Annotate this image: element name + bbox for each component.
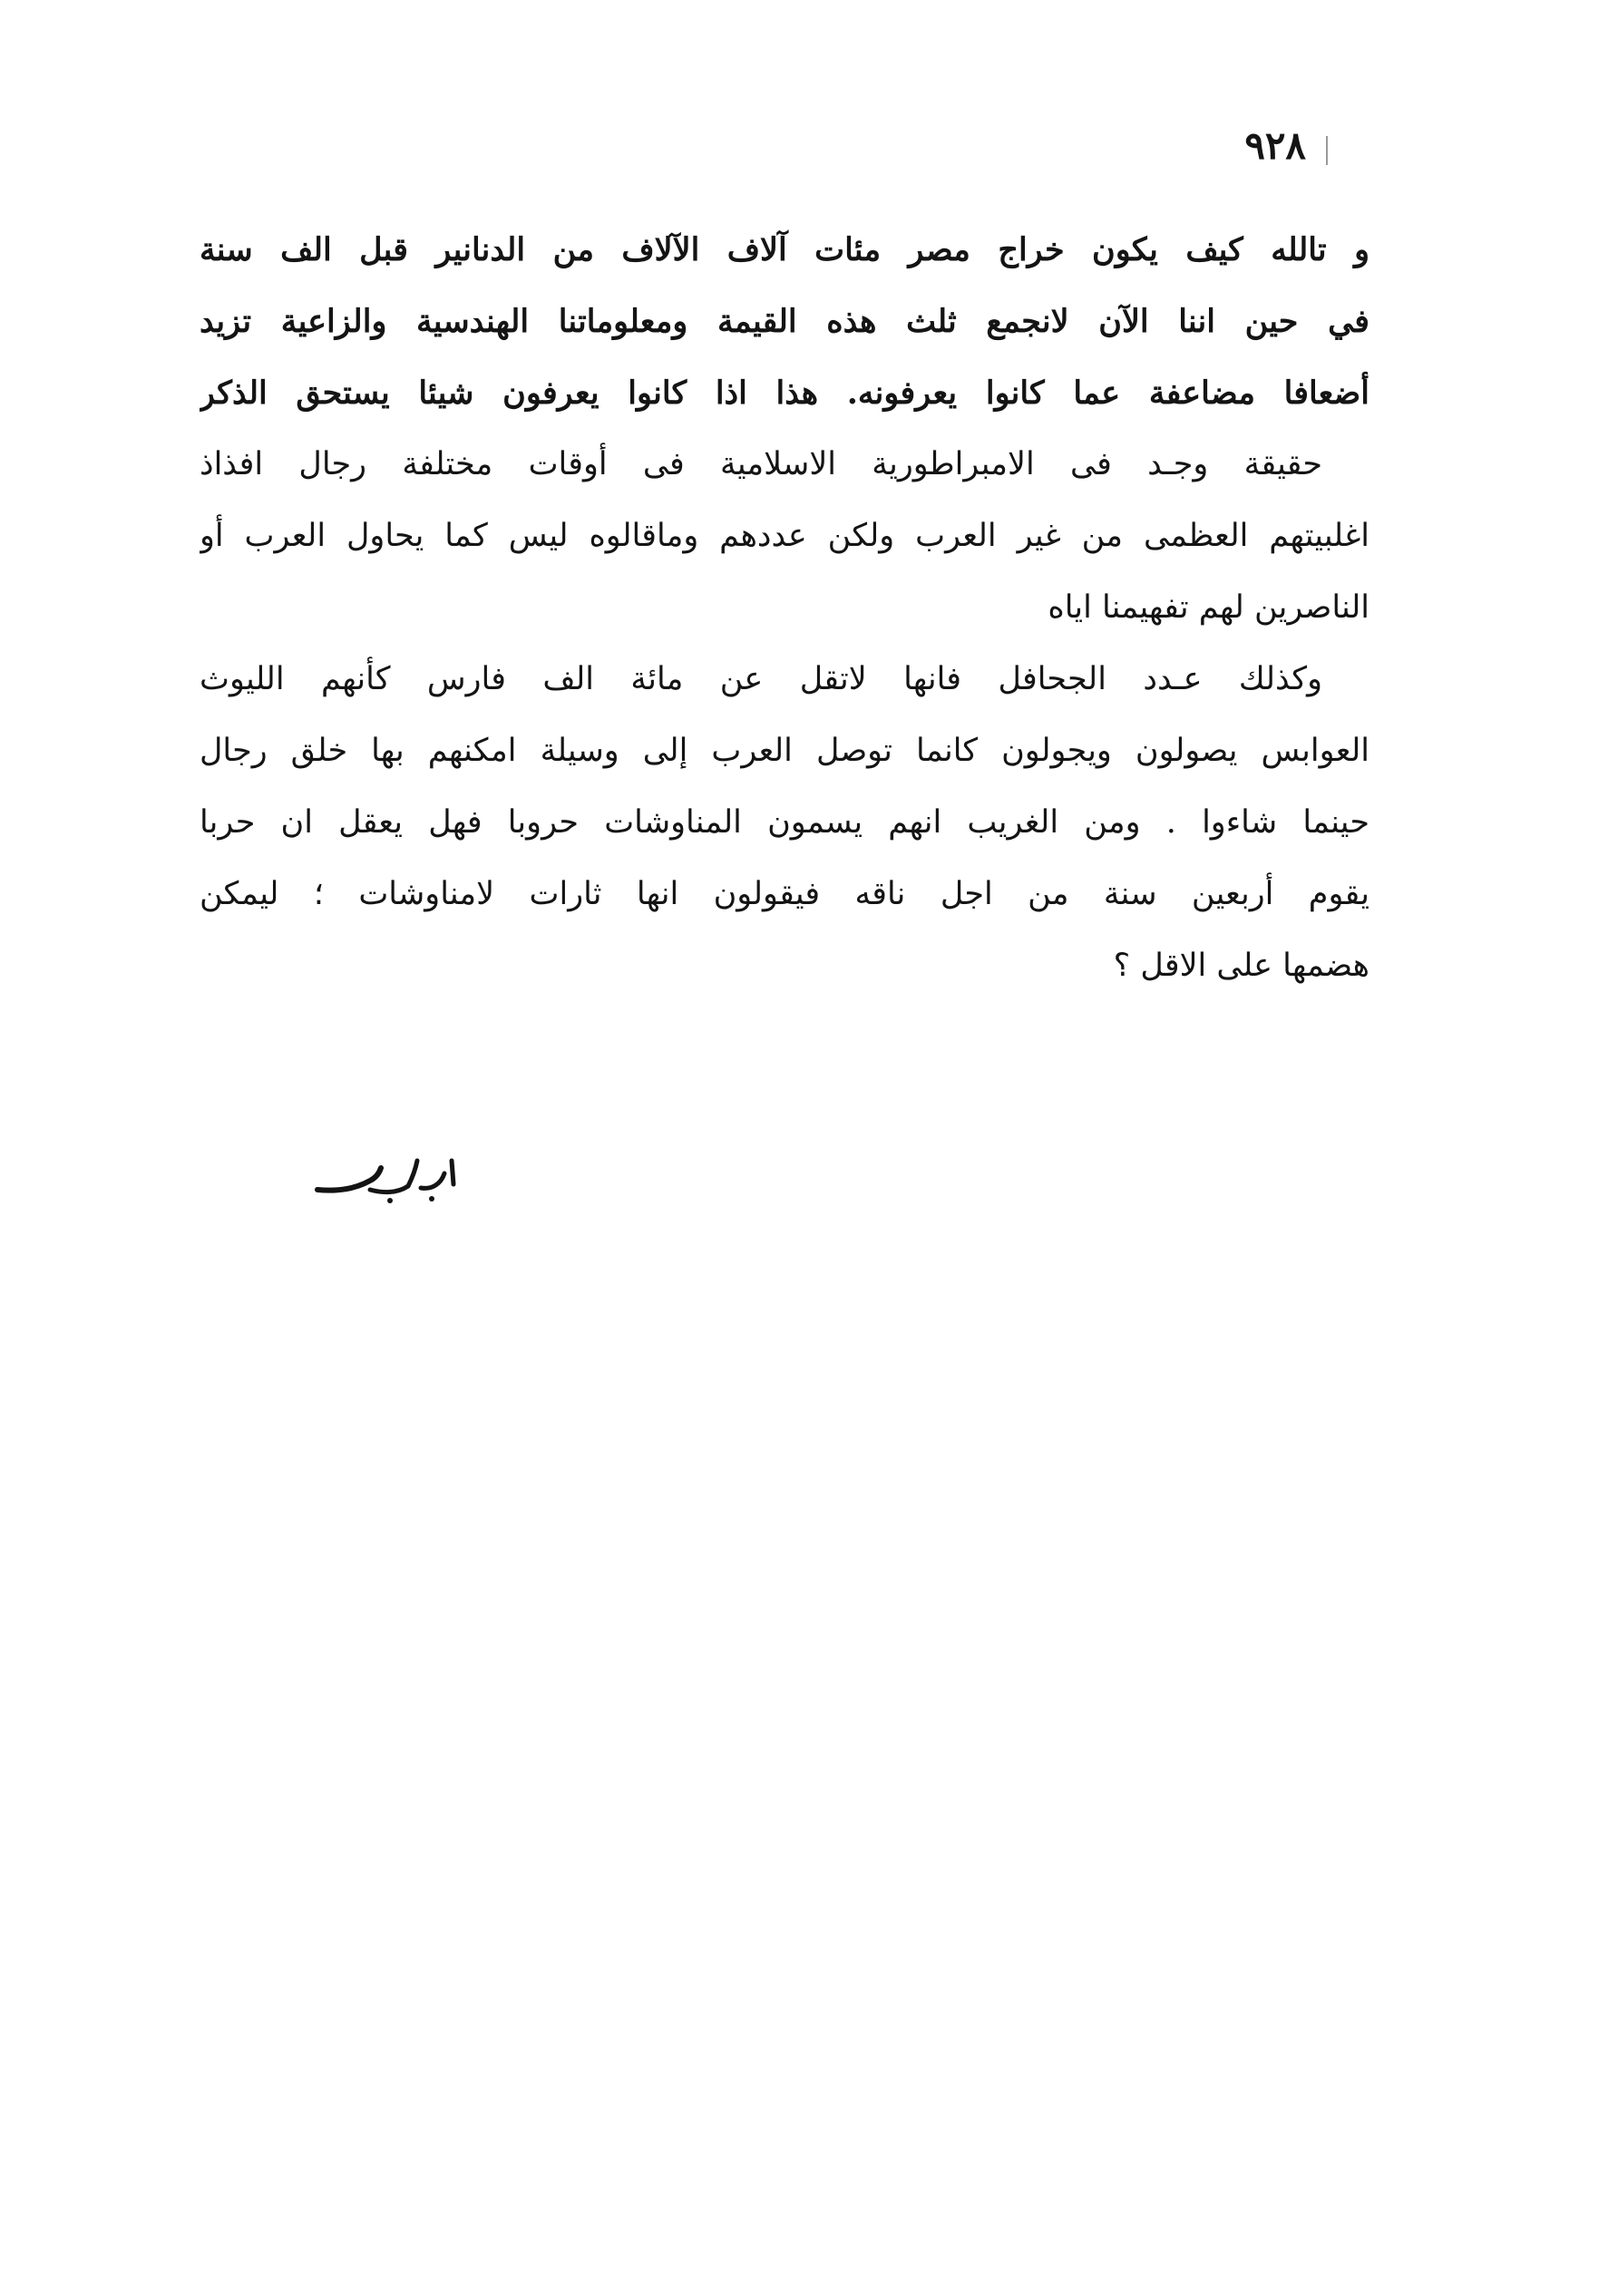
signature [299, 1153, 481, 1208]
text-line: أضعافا مضاعفة عما كانوا يعرفونه. هذا اذا كانوا يعرفون شيئا يستحق الذكر [200, 375, 1369, 412]
text-line: وكذلك عـدد الجحافل فانها لاتقل عن مائة الف فارس كأنهم الليوث [200, 661, 1322, 697]
text-line: هضمها على الاقل ؟ [1113, 948, 1369, 984]
text-line: العوابس يصولون ويجولون كانما توصل العرب إلى وسيلة امكنهم بها خلق رجال [200, 733, 1369, 769]
text-line: في حين اننا الآن لانجمع ثلث هذه القيمة ومعلوماتنا الهندسية والزاعية تزيد [200, 303, 1369, 340]
body-text [200, 214, 1369, 1002]
text-line: و تالله كيف يكون خراج مصر مئات آلاف الآلاف من الدنانير قبل الف سنة [200, 231, 1369, 268]
text-line: حقيقة وجـد فى الامبراطورية الاسلامية فى أوقات مختلفة رجال افذاذ [200, 446, 1322, 482]
text-line: يقوم أربعين سنة من اجل ناقه فيقولون انها ثارات لامناوشات ؛ ليمكن [200, 876, 1369, 912]
signature-handwriting [299, 1153, 481, 1208]
text-line: الناصرين لهم تفهيمنا اياه [1048, 589, 1369, 626]
text-line: حينما شاءوا . ومن الغريب انهم يسمون المناوشات حروبا فهل يعقل ان حربا [200, 804, 1369, 841]
margin-mark [1326, 136, 1328, 165]
text-line: اغلبيتهم العظمى من غير العرب ولكن عددهم وماقالوه ليس كما يحاول العرب أو [200, 518, 1369, 554]
page-number: ٩٢٨ [1244, 123, 1306, 168]
